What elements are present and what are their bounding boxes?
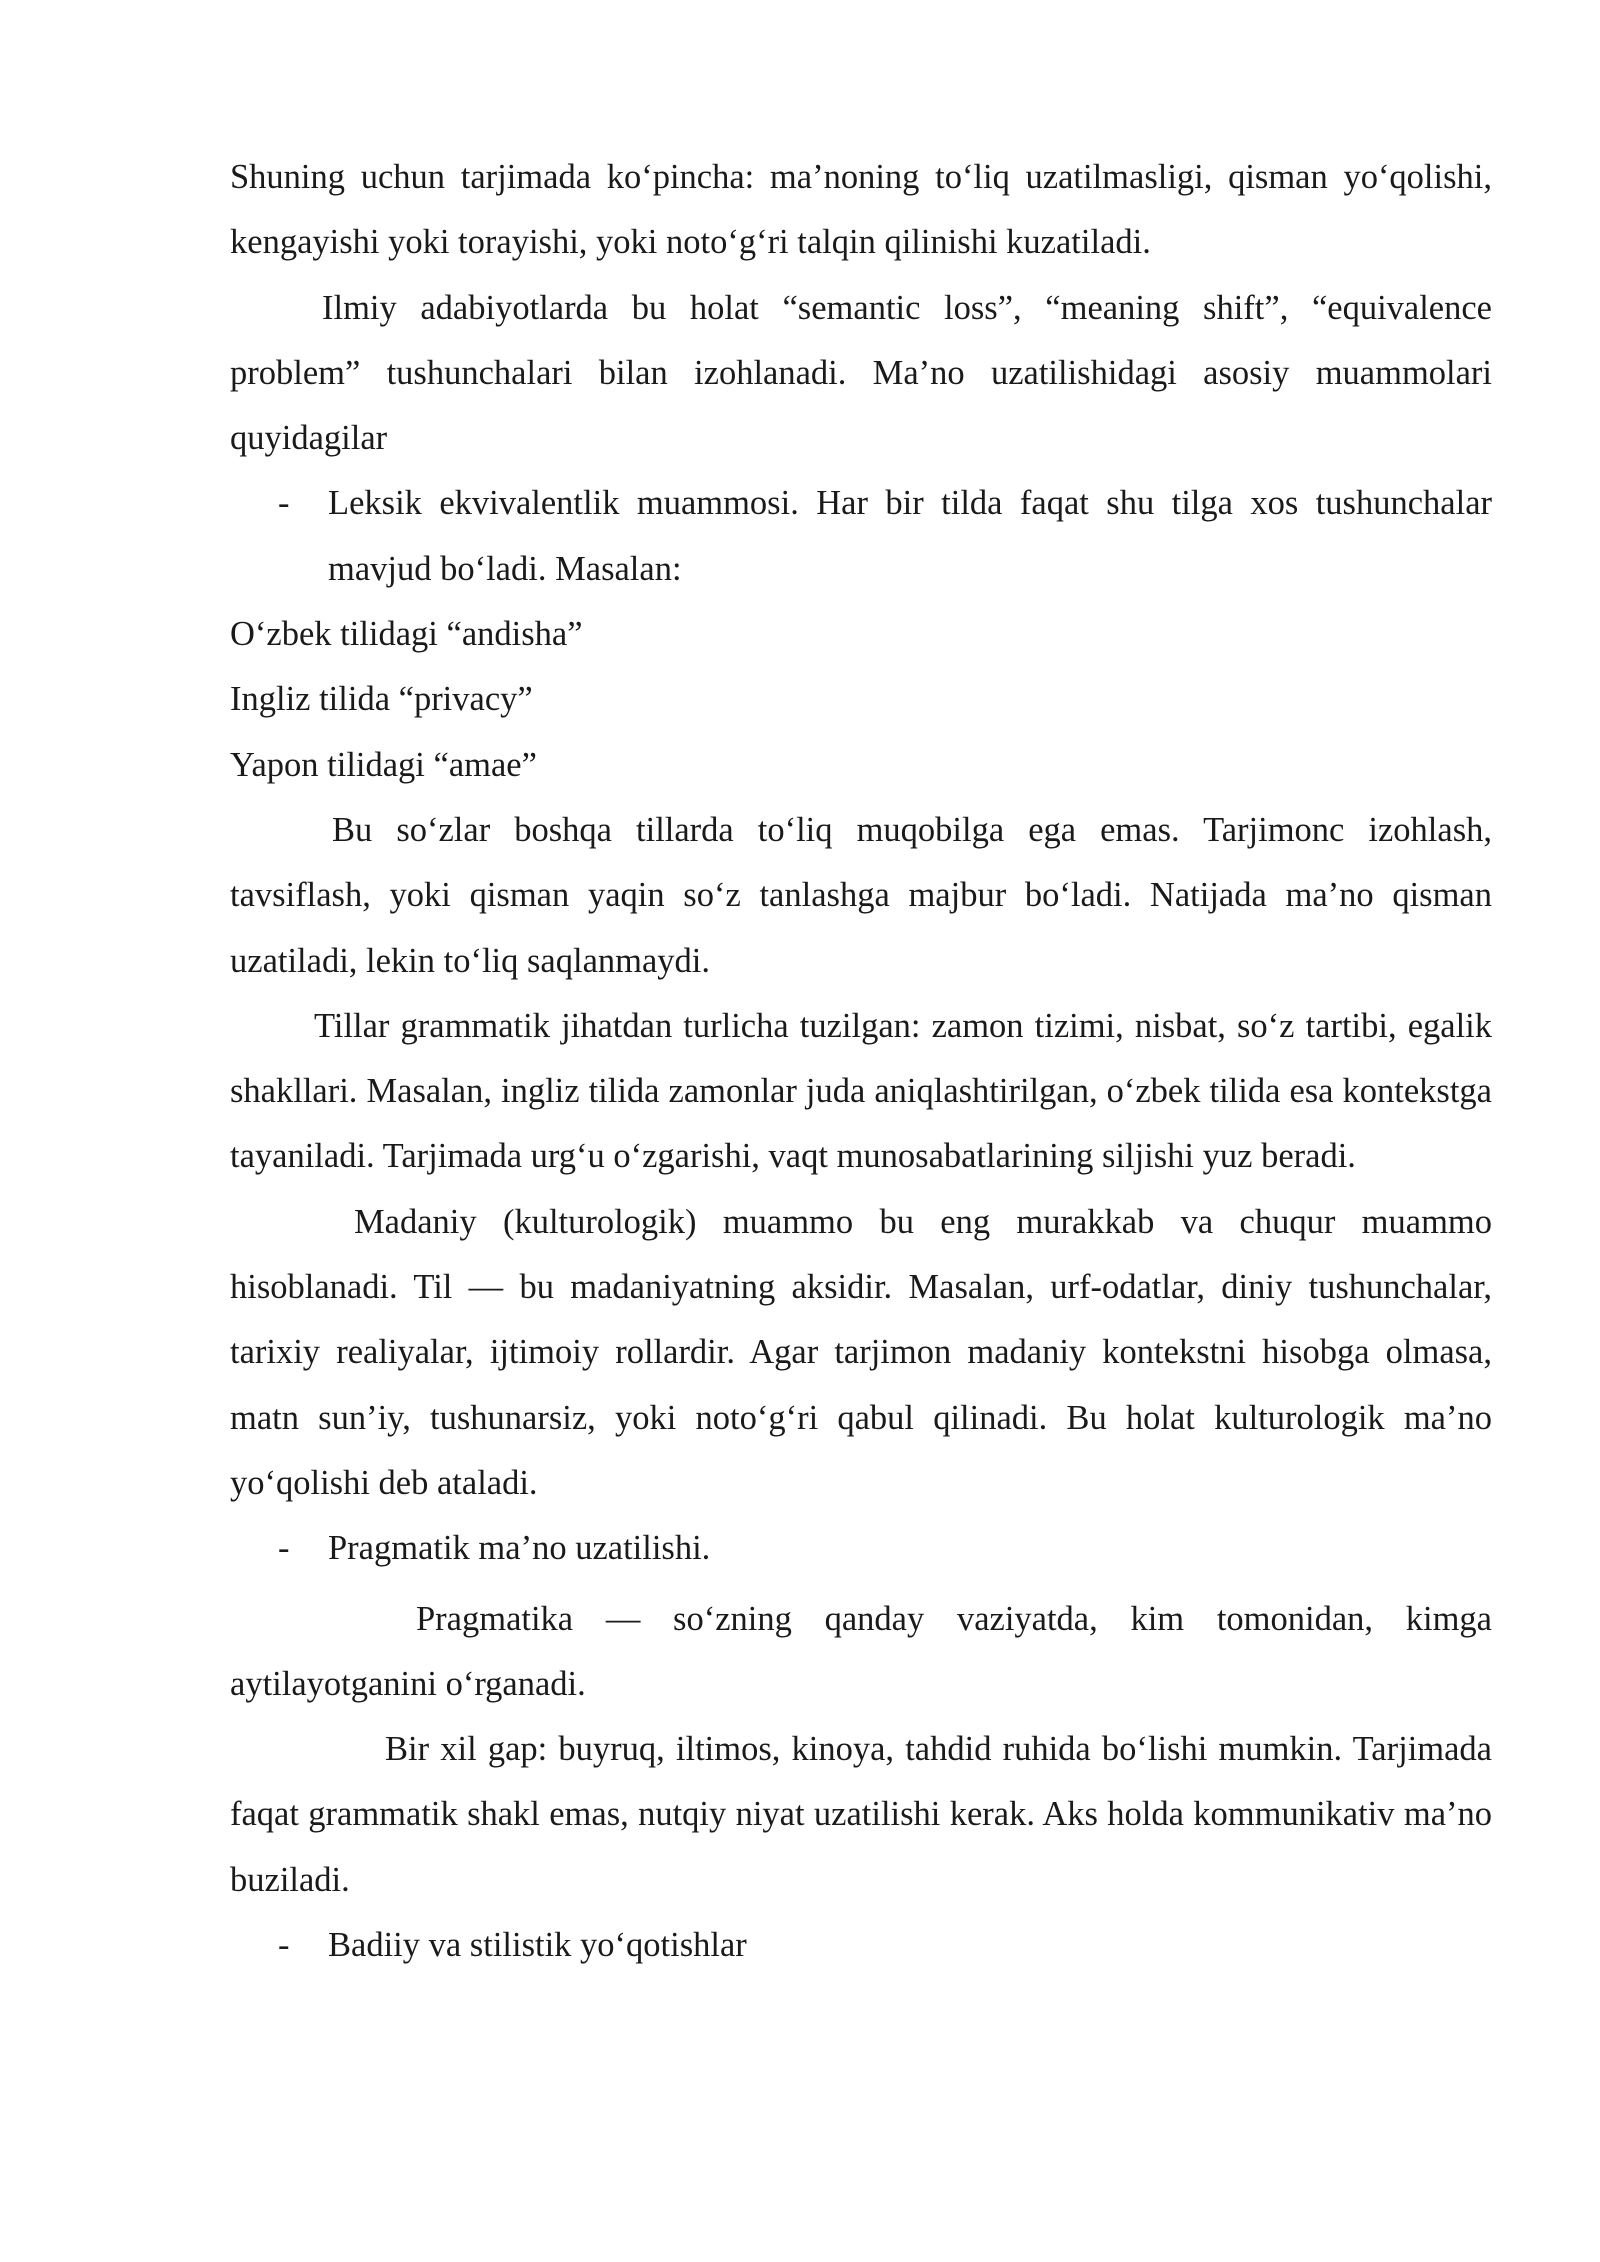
document-body	[230, 145, 1492, 1978]
example-uzbek: O‘zbek tilidagi “andisha”	[230, 615, 583, 654]
list-dash: -	[278, 484, 290, 523]
list-item-text: Leksik ekvivalentlik muammosi. Har bir tilda faqat shu tilga xos tushunchalar mavjud bo‘ladi. Masalan:	[328, 484, 1492, 588]
list-item-text: Pragmatik ma’no uzatilishi.	[328, 1529, 711, 1568]
example-english: Ingliz tilida “privacy”	[230, 680, 533, 719]
paragraph-scientific-literature: Ilmiy adabiyotlarda bu holat “semantic loss”, “meaning shift”, “equivalence problem” tushunchalari bilan izohlanadi. Ma’no uzatilishidagi asosiy muammolari quyidagilar	[230, 288, 1492, 458]
paragraph-speech-intent: Bir xil gap: buyruq, iltimos, kinoya, tahdid ruhida bo‘lishi mumkin. Tarjimada faqat grammatik shakl emas, nutqiy niyat uzatilishi kerak. Aks holda kommunikativ ma’no buziladi.	[230, 1730, 1492, 1899]
list-item-lexical-equivalence	[230, 471, 1492, 602]
paragraph-grammatical: Tillar grammatik jihatdan turlicha tuzilgan: zamon tizimi, nisbat, so‘z tartibi, egalik shakllari. Masalan, ingliz tilida zamonlar juda aniqlashtirilgan, o‘zbek tilida esa kontekstga tayaniladi. Tarjimada urg‘u o‘zgarishi, vaqt munosabatlarining siljishi yuz beradi.	[230, 1006, 1492, 1176]
example-japanese: Yapon tilidagi “amae”	[230, 745, 537, 784]
paragraph-pragmatics: Pragmatika — so‘zning qanday vaziyatda, kim tomonidan, kimga aytilayotganini o‘rganadi.	[230, 1599, 1492, 1703]
list-item-text: Badiiy va stilistik yo‘qotishlar	[328, 1926, 747, 1965]
list-item-pragmatic	[230, 1516, 1492, 1581]
list-dash: -	[278, 1926, 290, 1965]
list-item-stylistic	[230, 1913, 1492, 1978]
paragraph-intro: Shuning uchun tarjimada ko‘pincha: ma’noning to‘liq uzatilmasligi, qisman yo‘qolishi, kengayishi yoki torayishi, yoki noto‘g‘ri talqin qilinishi kuzatiladi.	[230, 158, 1492, 262]
paragraph-cultural: Madaniy (kulturologik) muammo bu eng murakkab va chuqur muammo hisoblanadi. Til — bu madaniyatning aksidir. Masalan, urf-odatlar, diniy tushunchalar, tarixiy realiyalar, ijtimoiy rollardir. Agar tarjimon madaniy kontekstni hisobga olmasa, matn sun’iy, tushunarsiz, yoki noto‘g‘ri qabul qilinadi. Bu holat kulturologik ma’no yo‘qolishi deb ataladi.	[230, 1202, 1492, 1502]
paragraph-no-equivalent: Bu so‘zlar boshqa tillarda to‘liq muqobilga ega emas. Tarjimonc izohlash, tavsiflash, yoki qisman yaqin so‘z tanlashga majbur bo‘ladi. Natijada ma’no qisman uzatiladi, lekin to‘liq saqlanmaydi.	[230, 810, 1492, 980]
list-dash: -	[278, 1529, 290, 1568]
